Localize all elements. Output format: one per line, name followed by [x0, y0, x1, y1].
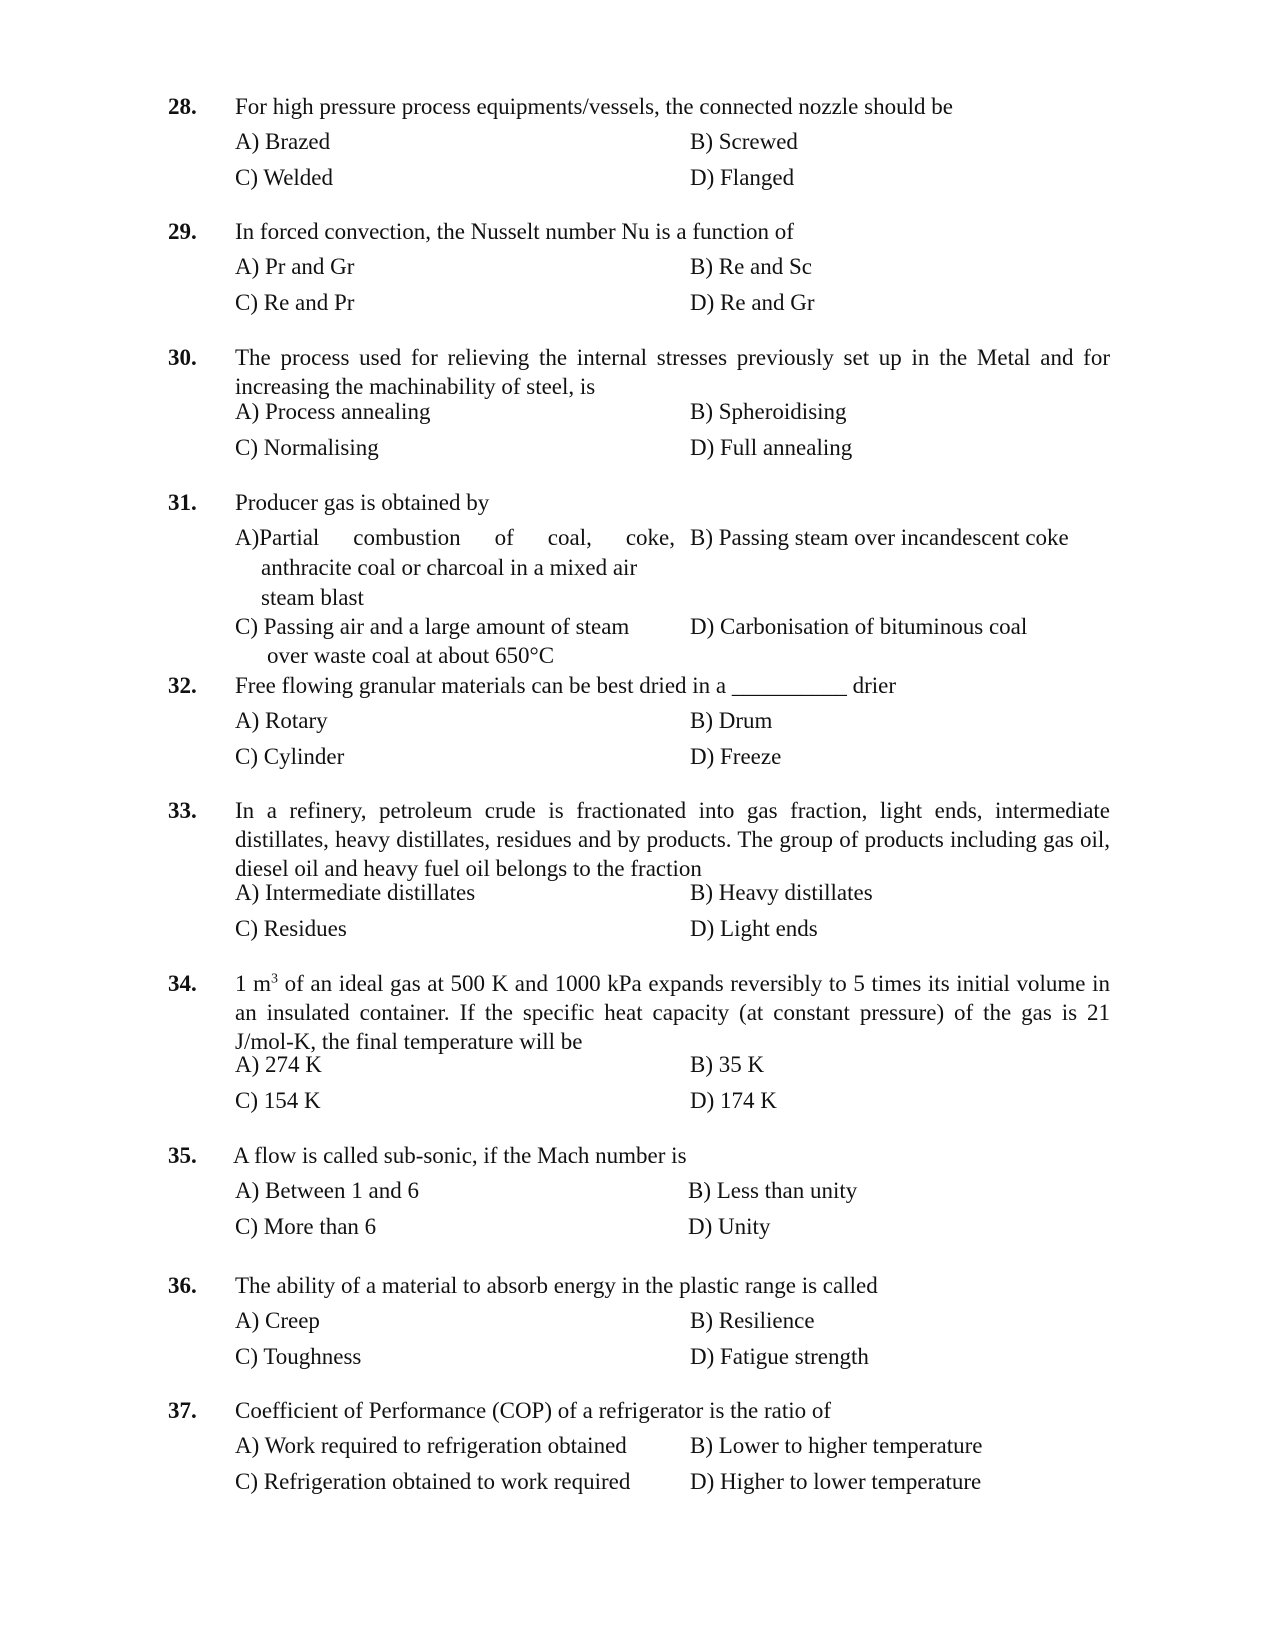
option-d: D) Fatigue strength: [690, 1344, 869, 1369]
option-d: D) Re and Gr: [690, 290, 815, 315]
option-d: D) Light ends: [690, 916, 818, 941]
option-a: A) Intermediate distillates: [235, 880, 476, 905]
option-c: C) Cylinder: [235, 744, 345, 769]
stem-prefix: 1 m: [235, 971, 271, 996]
question-number: 30.: [168, 345, 197, 370]
option-c: C) Welded: [235, 165, 334, 190]
option-c: C) Residues: [235, 916, 347, 941]
option-b: B) Re and Sc: [690, 254, 813, 279]
question-number: 29.: [168, 219, 197, 244]
question-number: 35.: [168, 1143, 197, 1168]
option-b: B) Heavy distillates: [690, 880, 873, 905]
option-a: A) Creep: [235, 1308, 320, 1333]
question-number: 28.: [168, 94, 197, 119]
question-stem: [235, 969, 1110, 1056]
option-b: B) Spheroidising: [690, 399, 847, 424]
stem-text: of an ideal gas at 500 K and 1000 kPa expands reversibly to 5 times its initial volume in an insulated container. If the specific heat capacity (at constant pressure) of the gas is 21 J/mol-K, the final temperature will be: [235, 971, 1110, 1054]
option-a: A) Pr and Gr: [235, 254, 355, 279]
option-d: D) Higher to lower temperature: [690, 1469, 982, 1494]
option-b: B) Drum: [690, 708, 773, 733]
option-a: A) Rotary: [235, 708, 328, 733]
option-a-continuation: steam blast: [261, 585, 364, 610]
question-number: 33.: [168, 798, 197, 823]
option-c: C) Normalising: [235, 435, 379, 460]
option-c: C) More than 6: [235, 1214, 377, 1239]
option-c: C) Re and Pr: [235, 290, 355, 315]
option-c: C) Toughness: [235, 1344, 362, 1369]
option-d: D) Freeze: [690, 744, 782, 769]
option-d: D) Flanged: [690, 165, 795, 190]
question-stem: The process used for relieving the internal stresses previously set up in the Metal and for increasing the machinability of steel, is: [235, 345, 1110, 399]
question-stem: Producer gas is obtained by: [235, 490, 490, 515]
option-a: A)Partial combustion of coal, coke,: [235, 525, 675, 550]
question-stem: For high pressure process equipments/vessels, the connected nozzle should be: [235, 94, 953, 119]
option-d: D) 174 K: [690, 1088, 777, 1113]
option-a: A) Process annealing: [235, 399, 431, 424]
option-a: A) Brazed: [235, 129, 331, 154]
option-d: D) Full annealing: [690, 435, 853, 460]
question-number: 32.: [168, 673, 197, 698]
option-b: B) 35 K: [690, 1052, 765, 1077]
option-d: D) Carbonisation of bituminous coal: [690, 614, 1028, 639]
option-b: B) Screwed: [690, 129, 798, 154]
option-d: D) Unity: [688, 1214, 771, 1239]
question-stem: In a refinery, petroleum crude is fractionated into gas fraction, light ends, intermediate distillates, heavy distillates, residues and by products. The group of products including gas oil, diesel oil and heavy fuel oil belongs to the fraction: [235, 798, 1110, 881]
option-b: B) Less than unity: [688, 1178, 858, 1203]
question-stem: A flow is called sub-sonic, if the Mach number is: [233, 1143, 687, 1168]
superscript: 3: [271, 971, 278, 987]
question-stem: Free flowing granular materials can be best dried in a __________ drier: [235, 673, 897, 698]
option-a: A) Between 1 and 6: [235, 1178, 419, 1203]
option-b: B) Passing steam over incandescent coke: [690, 525, 1069, 550]
option-a: A) 274 K: [235, 1052, 322, 1077]
option-c-continuation: over waste coal at about 650°C: [267, 643, 555, 668]
question-stem: In forced convection, the Nusselt number Nu is a function of: [235, 219, 794, 244]
question-stem: Coefficient of Performance (COP) of a refrigerator is the ratio of: [235, 1398, 832, 1423]
question-stem: The ability of a material to absorb energy in the plastic range is called: [235, 1273, 878, 1298]
question-number: 31.: [168, 490, 197, 515]
option-b: B) Lower to higher temperature: [690, 1433, 983, 1458]
question-number: 36.: [168, 1273, 197, 1298]
question-number: 34.: [168, 971, 197, 996]
option-c: C) Passing air and a large amount of steam: [235, 614, 630, 639]
option-b: B) Resilience: [690, 1308, 815, 1333]
option-a: A) Work required to refrigeration obtained: [235, 1433, 627, 1458]
option-c: C) 154 K: [235, 1088, 321, 1113]
question-number: 37.: [168, 1398, 197, 1423]
option-a-continuation: anthracite coal or charcoal in a mixed air: [261, 555, 638, 580]
option-c: C) Refrigeration obtained to work required: [235, 1469, 631, 1494]
